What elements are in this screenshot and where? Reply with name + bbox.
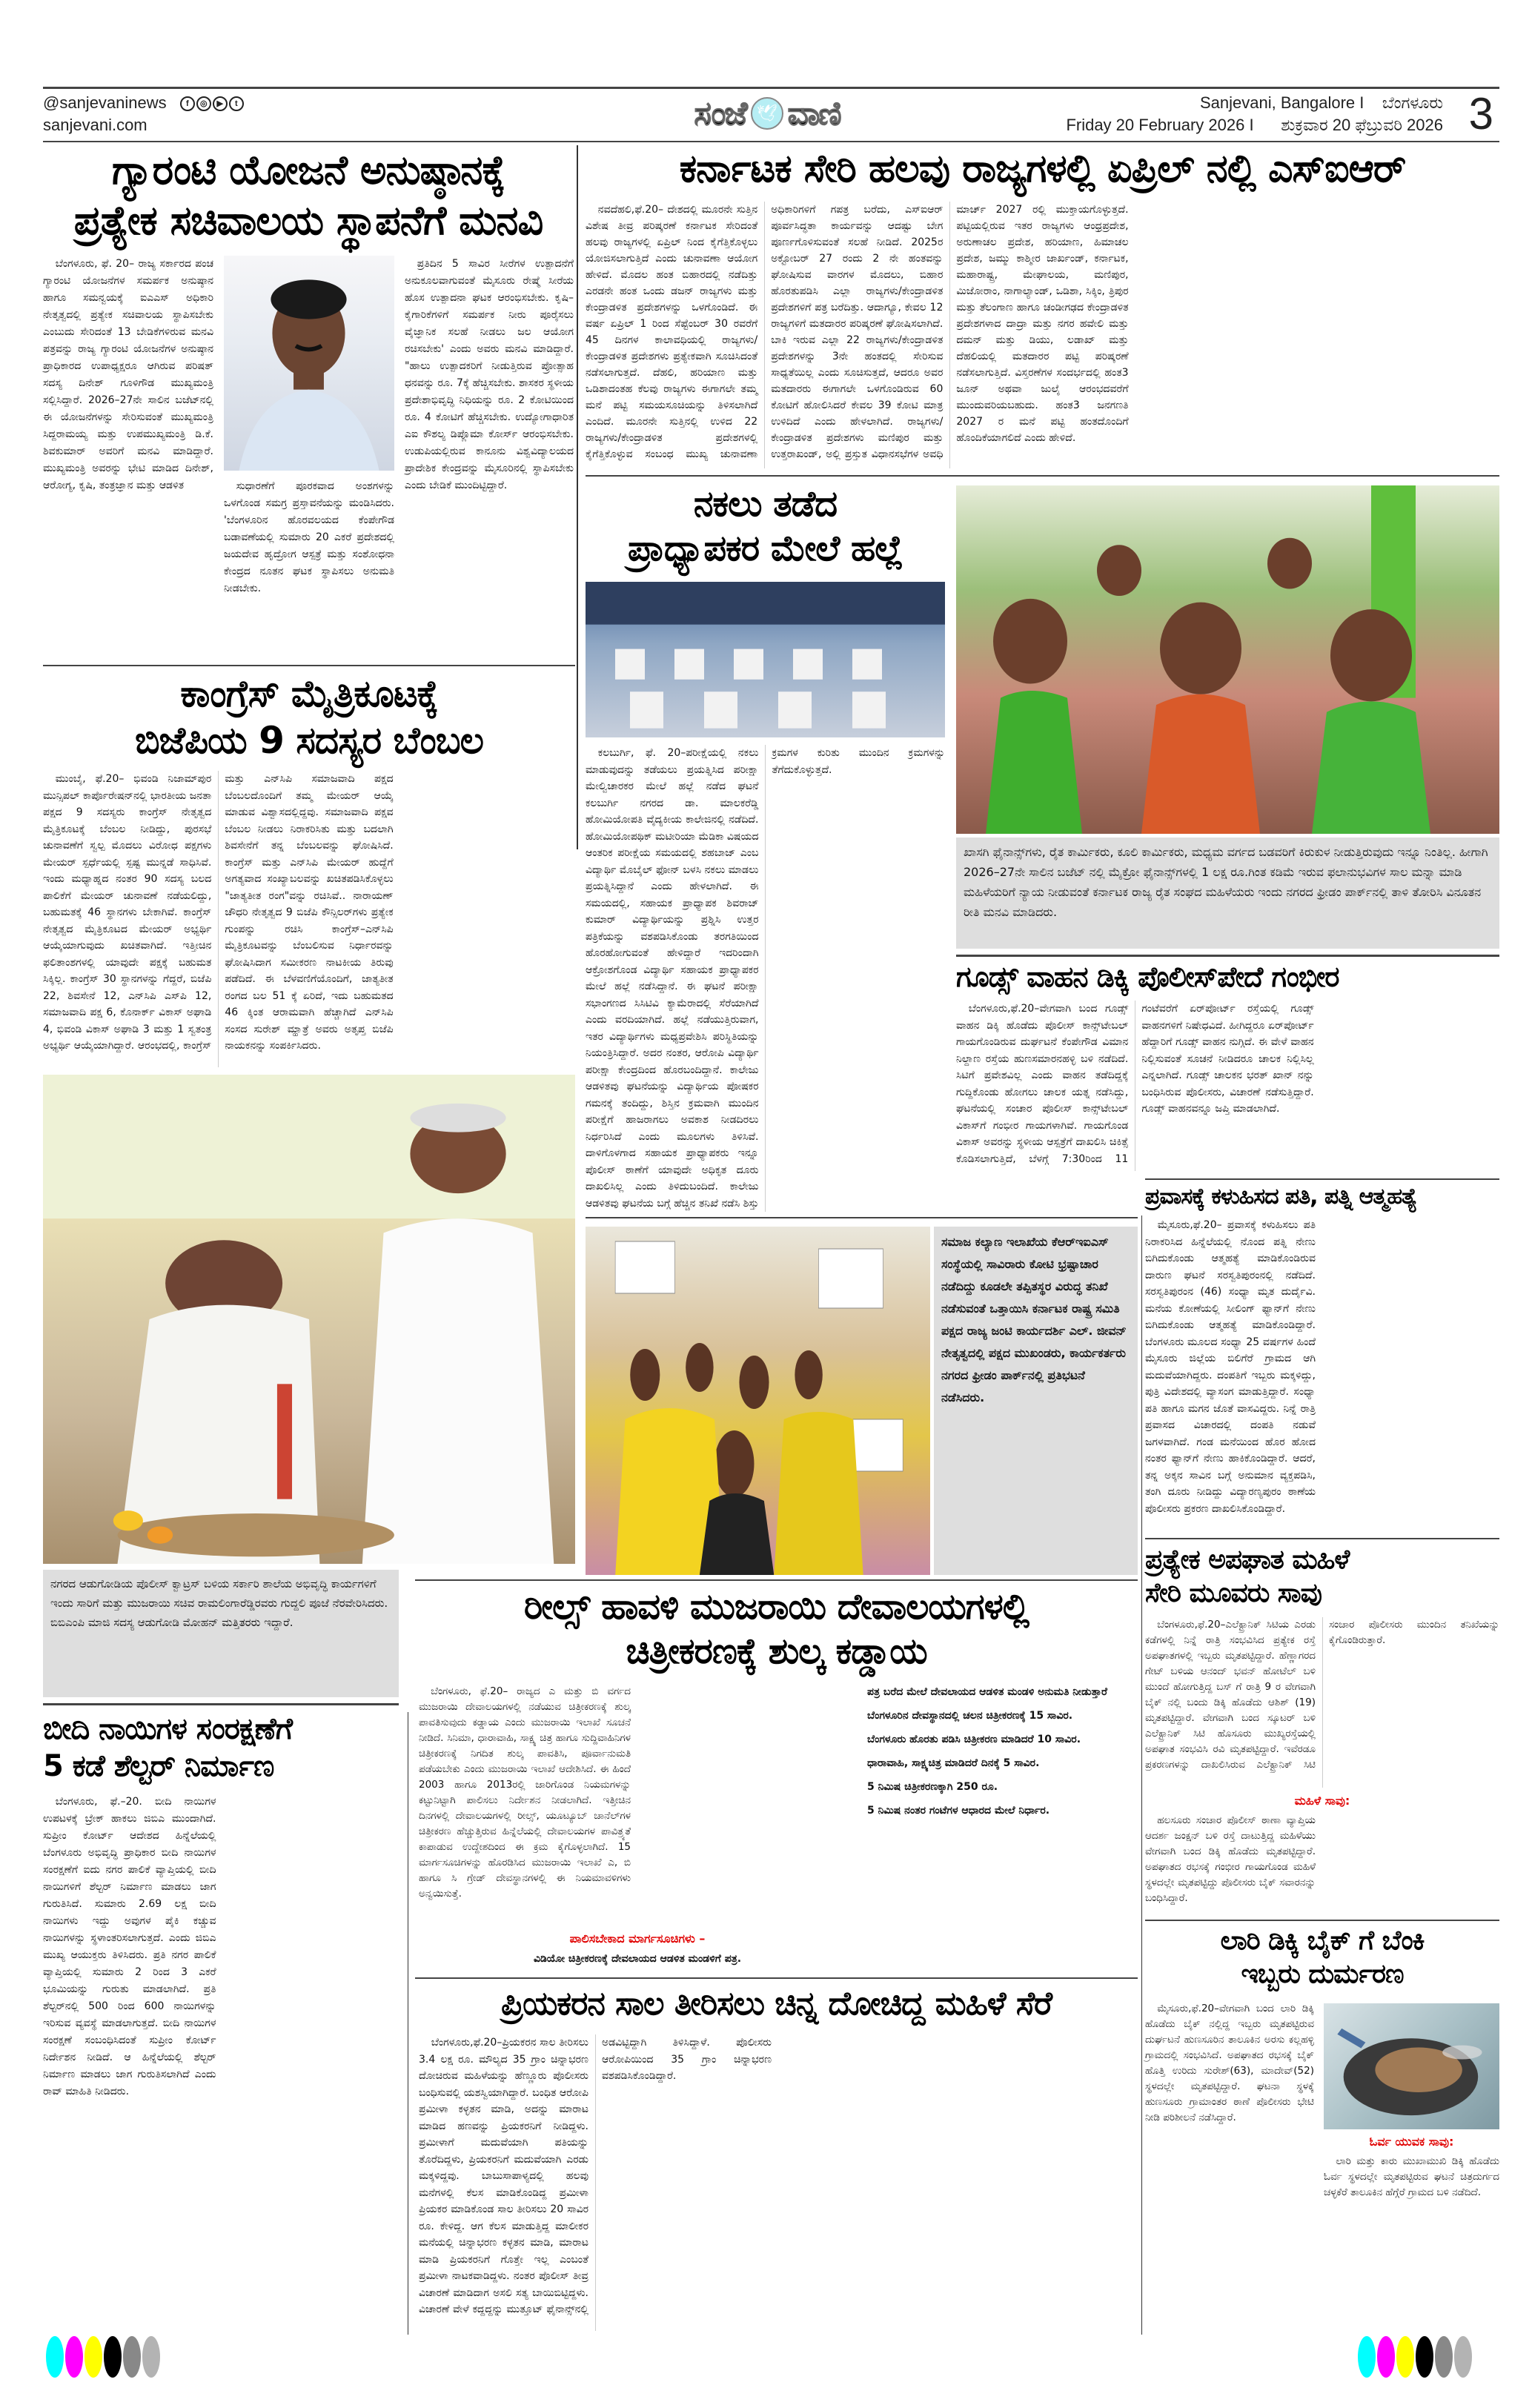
date-kn: ಶುಕ್ರವಾರ 20 ಫೆಬ್ರುವರಿ 2026 <box>1281 116 1443 134</box>
article-text: ಮೈಸೂರು,ಫೆ.20– ಪ್ರವಾಸಕ್ಕೆ ಕಳುಹಿಸಲು ಪತಿ ನಿರಾಕರಿಸಿದ ಹಿನ್ನೆಲೆಯಲ್ಲಿ ನೊಂದ ಪತ್ನಿ ನೇಣು ಬಿಗಿದುಕೊಂಡು ಆತ್ಮಹತ್ಯೆ ಮಾಡಿಕೊಂಡಿರುವ ದಾರುಣ ಘಟನೆ ಸರಸ್ವತಿಪುರಂನಲ್ಲಿ ನಡೆದಿದೆ. ಸರಸ್ವತಿಪುರಂನ (46) ಸಂಧ್ಯಾ ಮೃತ ದುರ್ದೈವಿ. ಮನೆಯ ಕೋಣೆಯಲ್ಲಿ ಸೀಲಿಂಗ್ ಫ್ಯಾನ್‌ಗೆ ನೇಣು ಬಿಗಿದುಕೊಂಡು ಆತ್ಮಹತ್ಯೆ ಮಾಡಿಕೊಂಡಿದ್ದಾರೆ. ಬೆಂಗಳೂರು ಮೂಲದ ಸಂಧ್ಯಾ 25 ವರ್ಷಗಳ ಹಿಂದೆ ಮೈಸೂರು ಜಿಲ್ಲೆಯ ಬಿಲಿಗೆರೆ ಗ್ರಾಮದ ಆಗಿ ಮದುವೆಯಾಗಿದ್ದರು. ದಂಪತಿಗೆ ಇಬ್ಬರು ಮಕ್ಕಳಿದ್ದು, ಪುತ್ರಿ ವಿದೇಶದಲ್ಲಿ ವ್ಯಾಸಂಗ ಮಾಡುತ್ತಿದ್ದಾರೆ. ಸಂಧ್ಯಾ ಪತಿ ಹಾಗೂ ಮಗನ ಜೊತೆ ವಾಸವಿದ್ದರು. ನಿನ್ನೆ ರಾತ್ರಿ ಪ್ರವಾಸದ ವಿಚಾರದಲ್ಲಿ ದಂಪತಿ ನಡುವೆ ಜಗಳವಾಗಿದೆ. ಗಂಡ ಮನೆಯಿಂದ ಹೊರ ಹೋದ ನಂತರ ಫ್ಯಾನ್‌ಗೆ ನೇಣು ಹಾಕಿಕೊಂಡಿದ್ದಾರೆ. ಆದರೆ, ತನ್ನ ಅಕ್ಕನ ಸಾವಿನ ಬಗ್ಗೆ ಅನುಮಾನ ವ್ಯಕ್ತಪಡಿಸಿ, ತಂಗಿ ದೂರು ನೀಡಿದ್ದು ವಿದ್ಯಾರಣ್ಯಪುರಂ ಠಾಣೆಯ ಪೊಲೀಸರು ಪ್ರಕರಣ ದಾಖಲಿಸಿಕೊಂಡಿದ್ದಾರೆ. <box>1145 1219 1316 1515</box>
headline-line: ಬಿಜೆಪಿಯ 9 ಸದಸ್ಯರ ಬೆಂಬಲ <box>134 718 484 762</box>
date-en: Friday 20 February 2026 I <box>1066 116 1254 134</box>
goods-body <box>956 1001 1499 1171</box>
gray-mark <box>1435 2336 1453 2378</box>
gold-body <box>419 2034 1138 2331</box>
headline-line: ಕಾಂಗ್ರೆಸ್ ಮೈತ್ರಿಕೂಟಕ್ಕೆ <box>180 672 438 715</box>
masthead-logo <box>671 87 863 139</box>
registration-marks-right <box>1358 2336 1472 2378</box>
article-text: ಬೆಂಗಳೂರು,ಫೆ.20–ಪ್ರಿಯಕರನ ಸಾಲ ತೀರಿಸಲು 3.4 ಲಕ್ಷ ರೂ. ಮೌಲ್ಯದ 35 ಗ್ರಾಂ ಚಿನ್ನಾಭರಣ ದೋಚಿರುವ ಮಹಿಳೆಯನ್ನು ಹೆಣ್ಣೂರು ಪೊಲೀಸರು ಬಂಧಿಸುವಲ್ಲಿ ಯಶಸ್ವಿಯಾಗಿದ್ದಾರೆ. ಬಂಧಿತ ಆರೋಪಿ ಪ್ರಮೀಳಾ ಕಳ್ಳತನ ಮಾಡಿ, ಅದನ್ನು ಮಾರಾಟ ಮಾಡಿದ ಹಣವನ್ನು ಪ್ರಿಯಕರನಿಗೆ ನೀಡಿದ್ದಳು. ಪ್ರಮೀಳಾಗೆ ಮದುವೆಯಾಗಿ ಪತಿಯನ್ನು ತೊರೆದಿದ್ದಳು, ಪ್ರಿಯಕರನಿಗೆ ಮದುವೆಯಾಗಿ ಎರಡು ಮಕ್ಕಳಿದ್ದವು. ಬಾಬುಸಾಪಾಳ್ಯದಲ್ಲಿ ಹಲವು ಮನೆಗಳಲ್ಲಿ ಕೆಲಸ ಮಾಡಿಕೊಂಡಿದ್ದ ಪ್ರಮೀಳಾ ಪ್ರಿಯಕರ ಮಾಡಿಕೊಂಡ ಸಾಲ ತೀರಿಸಲು 20 ಸಾವಿರ ರೂ. ಕೇಳಿದ್ದ. ಆಗ ಕೆಲಸ ಮಾಡುತ್ತಿದ್ದ ಮಾಲೀಕರ ಮನೆಯಲ್ಲಿ ಚಿನ್ನಾಭರಣ ಕಳ್ಳತನ ಮಾಡಿ, ಮಾರಾಟ ಮಾಡಿ ಪ್ರಿಯಕರನಿಗೆ ಗೊತ್ತೇ ಇಲ್ಲ ಎಂಬಂತೆ ಪ್ರಮೀಳಾ ನಾಟಕವಾಡಿದ್ದಳು. ನಂತರ ಪೊಲೀಸ್ ತೀವ್ರ ವಿಚಾರಣೆ ಮಾಡಿದಾಗ ಅಸಲಿ ಸತ್ಯ ಬಾಯಿಬಿಟ್ಟಿದ್ದಳು. ವಿಚಾರಣೆ ವೇಳೆ ಕದ್ದದ್ದನ್ನು ಮುತ್ತೂಟ್ ಫೈನಾನ್ಸ್‌ನಲ್ಲಿ ಅಡವಿಟ್ಟಿದ್ದಾಗಿ ತಿಳಿಸಿದ್ದಾಳೆ. ಪೊಲೀಸರು ಆರೋಪಿಯಿಂದ 35 ಗ್ರಾಂ ಚಿನ್ನಾಭರಣ ವಶಪಡಿಸಿಕೊಂಡಿದ್ದಾರೆ. <box>419 2037 772 2315</box>
portrait-photo <box>224 256 394 471</box>
yellow-mark <box>84 2336 102 2378</box>
headline-line: ಪ್ರಾಧ್ಯಾಪಕರ ಮೇಲೆ ಹಲ್ಲೆ <box>628 528 903 569</box>
social-icons <box>180 96 244 111</box>
article-text: ನವದೆಹಲಿ,ಫೆ.20– ದೇಶದಲ್ಲಿ ಮೂರನೇ ಸುತ್ತಿನ ವಿಶೇಷ ತೀವ್ರ ಪರಿಷ್ಕರಣೆ ಕರ್ನಾಟಕ ಸೇರಿದಂತೆ ಹಲವು ರಾಜ್ಯಗಳಲ್ಲಿ ಏಪ್ರಿಲ್ ನಿಂದ ಕೈಗೆತ್ತಿಕೊಳ್ಳಲು ಯೋಜಿಸಲಾಗುತ್ತಿದೆ ಎಂದು ಚುನಾವಣಾ ಆಯೋಗ ಹೇಳಿದೆ. ಮೊದಲ ಹಂತ ಬಿಹಾರದಲ್ಲಿ ನಡೆದಿತ್ತು ಎರಡನೇ ಹಂತ ಒಂದು ಡಜನ್ ರಾಜ್ಯಗಳು ಮತ್ತು ಕೇಂದ್ರಾಡಳಿತ ಪ್ರದೇಶಗಳನ್ನು ಒಳಗೊಂಡಿದೆ. ಈ ವರ್ಷ ಏಪ್ರಿಲ್ 1 ರಿಂದ ಸೆಪ್ಟೆಂಬರ್ 30 ರವರೆಗೆ 45 ದಿನಗಳ ಕಾಲಾವಧಿಯಲ್ಲಿ ರಾಜ್ಯಗಳು/ಕೇಂದ್ರಾಡಳಿತ ಪ್ರದೇಶಗಳು ಪ್ರತ್ಯೇಕವಾಗಿ ಸೂಚಿಸಿದಂತೆ ನಡೆಸಲಾಗುತ್ತದೆ. ದೆಹಲಿ, ಹರಿಯಾಣ ಮತ್ತು ಒಡಿಶಾದಂತಹ ಕೆಲವು ರಾಜ್ಯಗಳು ಈಗಾಗಲೇ ತಮ್ಮ ಮನೆ ಪಟ್ಟಿ ಸಮಯಸೂಚಿಯನ್ನು ತಿಳಿಸಲಾಗಿದೆ ಎಂದಿದೆ. ಮೂರನೇ ಸುತ್ತಿನಲ್ಲಿ ಉಳಿದ 22 ರಾಜ್ಯಗಳು/ಕೇಂದ್ರಾಡಳಿತ ಪ್ರದೇಶಗಳಲ್ಲಿ ಕೈಗೆತ್ತಿಕೊಳ್ಳುವ ಸಂಬಂಧ ಮುಖ್ಯ ಚುನಾವಣಾ ಅಧಿಕಾರಿಗಳಿಗೆ ಗಪತ್ರ ಬರೆದು, ಎಸ್‌ಐಆರ್ ಪೂರ್ವಸಿದ್ಧತಾ ಕಾರ್ಯವನ್ನು ಆದಷ್ಟು ಬೇಗ ಪೂರ್ಣಗೊಳಿಸುವಂತೆ ಸಲಹೆ ನೀಡಿದೆ. 2025ರ ಅಕ್ಟೋಬರ್ 27 ರಂದು 2 ನೇ ಹಂತವನ್ನು ಘೋಷಿಸುವ ವಾರಗಳ ಮೊದಲು, ಬಿಹಾರ ಹೊರತುಪಡಿಸಿ ಎಲ್ಲಾ ರಾಜ್ಯಗಳು/ಕೇಂದ್ರಾಡಳಿತ ಪ್ರದೇಶಗಳಿಗೆ ಪತ್ರ ಬರೆದಿತ್ತು. ಆದಾಗ್ಯೂ, ಕೇವಲ 12 ರಾಜ್ಯಗಳಿಗೆ ಮತದಾರರ ಪರಿಷ್ಕರಣೆ ಘೋಷಿಸಲಾಗಿದೆ. ಬಾಕಿ ಇರುವ ಎಲ್ಲಾ 22 ರಾಜ್ಯಗಳು/ಕೇಂದ್ರಾಡಳಿತ ಪ್ರದೇಶಗಳನ್ನು 3ನೇ ಹಂತದಲ್ಲಿ ಸೇರಿಸುವ ಸಾಧ್ಯತೆಯಿಲ್ಲ ಎಂದು ಸೂಚಿಸುತ್ತದೆ, ಆದರೂ ಅವರ ಮತದಾರರು ಈಗಾಗಲೇ ಒಳಗೊಂಡಿರುವ 60 ಕೋಟಿಗೆ ಹೋಲಿಸಿದರೆ ಕೇವಲ 39 ಕೋಟಿ ಮಾತ್ರ ಉಳಿದಿದೆ ಎಂದು ಹೇಳಲಾಗಿದೆ. ರಾಜ್ಯಗಳು/ಕೇಂದ್ರಾಡಳಿತ ಪ್ರದೇಶಗಳು ಮಣಿಪುರ ಮತ್ತು ಉತ್ತರಾಖಂಡ್, ಅಲ್ಲಿ ಪ್ರಸ್ತುತ ವಿಧಾನಸಭೆಗಳ ಅವಧಿ ಮಾರ್ಚ್ 2027 ರಲ್ಲಿ ಮುಕ್ತಾಯಗೊಳ್ಳುತ್ತದೆ. ಪಟ್ಟಿಯಲ್ಲಿರುವ ಇತರ ರಾಜ್ಯಗಳು ಆಂಧ್ರಪ್ರದೇಶ, ಅರುಣಾಚಲ ಪ್ರದೇಶ, ಹರಿಯಾಣ, ಹಿಮಾಚಲ ಪ್ರದೇಶ, ಜಮ್ಮು ಕಾಶ್ಮೀರ ಜಾರ್ಖಂಡ್, ಕರ್ನಾಟಕ, ಮಹಾರಾಷ್ಟ್ರ, ಮೇಘಾಲಯ, ಮಣಿಪುರ, ಮಿಜೋರಾಂ, ನಾಗಾಲ್ಯಾಂಡ್, ಒಡಿಶಾ, ಸಿಕ್ಕಿಂ, ತ್ರಿಪುರ ಮತ್ತು ತೆಲಂಗಾಣ ಹಾಗೂ ಚಂಡೀಗಢದ ಕೇಂದ್ರಾಡಳಿತ ಪ್ರದೇಶಗಳಾದ ದಾದ್ರಾ ಮತ್ತು ನಗರ ಹವೇಲಿ ಮತ್ತು ದಮನ್ ಮತ್ತು ಡಿಯು, ಲಡಾಖ್ ಮತ್ತು ದೆಹಲಿಯಲ್ಲಿ ಮತದಾರರ ಪಟ್ಟಿ ಪರಿಷ್ಕರಣೆ ನಡೆಸಲಾಗುತ್ತಿದೆ. ವಿಸ್ತರಣೆಗಳ ಸಂದರ್ಭದಲ್ಲಿ ಹಂತ3 ಜೂನ್ ಅಥವಾ ಜುಲೈ ಆರಂಭದವರೆಗೆ ಮುಂದುವರಿಯಬಹುದು. ಹಂತ3 ಜನಗಣತಿ 2027 ರ ಮನೆ ಪಟ್ಟಿ ಹಂತದೊಂದಿಗೆ ಹೊಂದಿಕೆಯಾಗಲಿದೆ ಎಂದು ಹೇಳಿದೆ. <box>586 204 1129 460</box>
guideline-item: ಬೆಂಗಳೂರು ಹೊರತು ಪಡಿಸಿ ಚಿತ್ರೀಕರಣ ಮಾಡಿದರೆ 10 ಸಾವಿರ. <box>867 1734 1081 1745</box>
guideline-item: ಬೆಂಗಳೂರಿನ ದೇವಸ್ಥಾನದಲ್ಲಿ ಚಲನ ಚಿತ್ರೀಕರಣಕ್ಕೆ 15 ಸಾವಿರ. <box>867 1710 1073 1722</box>
column-divider <box>577 145 578 849</box>
edition: Sanjevani, Bangalore I <box>1200 93 1364 112</box>
article-text: ಹಲಸೂರು ಸಂಚಾರ ಪೊಲೀಸ್ ಠಾಣಾ ವ್ಯಾಪ್ತಿಯ ಆದರ್ಶ ಜಂಕ್ಷನ್ ಬಳಿ ರಸ್ತೆ ದಾಟುತ್ತಿದ್ದ ಮಹಿಳೆಯು ವೇಗವಾಗಿ ಬಂದ ಡಿಕ್ಕಿ ಹೊಡೆದು ಮೃತಪಟ್ಟಿದ್ದಾರೆ. ಅಪಘಾತದ ರಭಸಕ್ಕೆ ಗಂಭೀರ ಗಾಯಗೊಂಡ ಮಹಿಳೆ ಸ್ಥಳದಲ್ಲೇ ಮೃತಪಟ್ಟಿದ್ದು ಪೊಲೀಸರು ಬೈಕ್ ಸವಾರನನ್ನು ಬಂಧಿಸಿದ್ದಾರೆ. <box>1145 1814 1316 1904</box>
lorry-headline <box>1145 1924 1499 1991</box>
lorry-body2 <box>1324 2154 1499 2200</box>
edition-kn: ಬೆಂಗಳೂರು <box>1382 93 1443 112</box>
gray-mark <box>123 2336 141 2378</box>
section-rule <box>586 475 1499 477</box>
minister-caption: ನಗರದ ಆಡುಗೋಡಿಯ ಪೊಲೀಸ್ ಕ್ವಾಟ್ರಸ್ ಬಳಿಯ ಸರ್ಕಾರಿ ಶಾಲೆಯ ಅಭಿವೃದ್ಧಿ ಕಾರ್ಯಗಳಿಗೆ ಇಂದು ಸಾರಿಗೆ ಮತ್ತು ಮುಜರಾಯಿ ಸಚಿವ ರಾಮಲಿಂಗಾರೆಡ್ಡಿರವರು ಗುದ್ದಲಿ ಪೂಜೆ ನೆರವೇರಿಸಿದರು. ಬಿಬಿಎಂಪಿ ಮಾಜಿ ಸದಸ್ಯ ಆಡುಗೋಡಿ ಮೋಹನ್ ಮತ್ತಿತರರು ಇದ್ದಾರೆ. <box>43 1570 399 1697</box>
section-rule <box>415 1579 1138 1581</box>
guideline-item: 5 ನಿಮಿಷ ನಂತರ ಗಂಟೆಗಳ ಆಧಾರದ ಮೇಲೆ ನಿರ್ಧಾರ. <box>867 1805 1050 1817</box>
section-rule <box>956 955 1499 957</box>
cctv-photo <box>586 582 945 737</box>
article-text: ಪ್ರತಿದಿನ 5 ಸಾವಿರ ಸೀರೆಗಳ ಉತ್ಪಾದನೆಗೆ ಅನುಕೂಲವಾಗುವಂತೆ ಮೈಸೂರು ರೇಷ್ಮೆ ಸೀರೆಯ ಹೊಸ ಉತ್ಪಾದನಾ ಘಟಕ ಆರಂಭಿಸಬೇಕು. ಕೃಷಿ–ಕೈಗಾರಿಕೆಗಳಿಗೆ ಸಮರ್ಪಕ ನೀರು ಪೂರೈಸಲು ವೈಜ್ಞಾನಿಕ ಸಲಹೆ ನೀಡಲು ಜಲ ಆಯೋಗ ರಚಿಸಬೇಕು' ಎಂದು ಅವರು ಮನವಿ ಮಾಡಿದ್ದಾರೆ. "ಹಾಲು ಉತ್ಪಾದಕರಿಗೆ ನೀಡುತ್ತಿರುವ ಪ್ರೋತ್ಸಾಹ ಧನವನ್ನು ರೂ. 7ಕ್ಕೆ ಹೆಚ್ಚಿಸಬೇಕು. ಶಾಸಕರ ಸ್ಥಳೀಯ ಪ್ರದೇಶಾಭಿವೃದ್ಧಿ ನಿಧಿಯನ್ನು ರೂ. 2 ಕೋಟಿಯಿಂದ ರೂ. 4 ಕೋಟಿಗೆ ಹೆಚ್ಚಿಸಬೇಕು. ಉದ್ಯೋಗಾಧಾರಿತ ಎಐ ಕೌಶಲ್ಯ ಡಿಪ್ಲೊಮಾ ಕೋರ್ಸ್ ಆರಂಭಿಸಬೇಕು. ಉಡುಪಿಯಲ್ಲಿರುವ ಕಾನೂನು ವಿಶ್ವವಿದ್ಯಾಲಯದ ಪ್ರಾದೇಶಿಕ ಕೇಂದ್ರವನ್ನು ಮೈಸೂರಿನಲ್ಲಿ ಸ್ಥಾಪಿಸಬೇಕು ಎಂದು ಬೇಡಿಕೆ ಮುಂದಿಟ್ಟಿದ್ದಾರೆ. <box>405 258 574 491</box>
krs-caption: ಸಮಾಜ ಕಲ್ಯಾಣ ಇಲಾಖೆಯ ಕೆಆರ್‌ಇಐಎಸ್ ಸಂಸ್ಥೆಯಲ್ಲಿ ಸಾವಿರಾರು ಕೋಟಿ ಭ್ರಷ್ಟಾಚಾರ ನಡೆದಿದ್ದು ಕೂಡಲೇ ತಪ್ಪಿತಸ್ಥರ ವಿರುದ್ಧ ತನಿಖೆ ನಡೆಸುವಂತೆ ಒತ್ತಾಯಿಸಿ ಕರ್ನಾಟಕ ರಾಷ್ಟ್ರ ಸಮಿತಿ ಪಕ್ಷದ ರಾಜ್ಯ ಜಂಟಿ ಕಾರ್ಯದರ್ಶಿ ಎಲ್. ಜೀವನ್ ನೇತೃತ್ವದಲ್ಲಿ ಪಕ್ಷದ ಮುಖಂಡರು, ಕಾರ್ಯಕರ್ತರು ನಗರದ ಫ್ರೀಡಂ ಪಾರ್ಕ್‌ನಲ್ಲಿ ಪ್ರತಿಭಟನೆ ನಡೆಸಿದರು. <box>934 1227 1138 1575</box>
minister-photo <box>43 1075 575 1564</box>
suicide-headline: ಪ್ರವಾಸಕ್ಕೆ ಕಳುಹಿಸದ ಪತಿ, ಪತ್ನಿ ಆತ್ಮಹತ್ಯೆ <box>1145 1184 1417 1210</box>
article-text: ಮೈಸೂರು,ಫೆ.20–ವೇಗವಾಗಿ ಬಂದ ಲಾರಿ ಡಿಕ್ಕಿ ಹೊಡೆದು ಬೈಕ್ ನಲ್ಲಿದ್ದ ಇಬ್ಬರು ಮೃತಪಟ್ಟಿರುವ ದುರ್ಘಟನೆ ಹುಣಸೂರಿನ ತಾಲೂಕಿನ ಅರಸು ಕಲ್ಲಹಳ್ಳಿ ಗ್ರಾಮದಲ್ಲಿ ಸಂಭವಿಸಿದೆ. ಅಪಘಾತದ ರಭಸಕ್ಕೆ ಬೈಕ್ ಹೊತ್ತಿ ಉರಿದು ಸುರೇಶ್(63), ಮಾದೇವ್(52) ಸ್ಥಳದಲ್ಲೇ ಮೃತಪಟ್ಟಿದ್ದಾರೆ. ಘಟನಾ ಸ್ಥಳಕ್ಕೆ ಹುಣಸೂರು ಗ್ರಾಮಾಂತರ ಠಾಣೆ ಪೊಲೀಸರು ಭೇಟಿ ನೀಡಿ ಪರಿಶೀಲನೆ ನಡೆಸಿದ್ದಾರೆ. <box>1145 2003 1314 2123</box>
article-text: ಬೆಂಗಳೂರು,ಫೆ.20–ಎಲೆಕ್ಟ್ರಾನಿಕ್ ಸಿಟಿಯ ಎರಡು ಕಡೆಗಳಲ್ಲಿ ನಿನ್ನೆ ರಾತ್ರಿ ಸಂಭವಿಸಿದ ಪ್ರತ್ಯೇಕ ರಸ್ತೆ ಅಪಘಾತಗಳಲ್ಲಿ ಇಬ್ಬರು ಮೃತಪಟ್ಟಿದ್ದಾರೆ. ಹೆಣ್ಣಾಗರದ ಗೇಟ್ ಬಳಿಯ ಆನಂದ್ ಭವನ್ ಹೋಟೆಲ್ ಬಳಿ ಮುಂದೆ ಹೋಗುತ್ತಿದ್ದ ಬಸ್ ಗೆ ರಾತ್ರಿ 9 ರ ವೇಗವಾಗಿ ಬೈಕ್ ನಲ್ಲಿ ಬಂದು ಡಿಕ್ಕಿ ಹೊಡೆದು ಆಶಿಶ್ (19) ಮೃತಪಟ್ಟಿದ್ದಾರೆ. ವೇಗವಾಗಿ ಬಂದ ಸ್ಕೂಟರ್ ಬಳಿ ಎಲೆಕ್ಟ್ರಾನಿಕ್ ಸಿಟಿ ಹೊಸೂರು ಮುಖ್ಯರಸ್ತೆಯಲ್ಲಿ ಅಪಘಾತ ಸಂಭವಿಸಿ ರವಿ ಮೃತಪಟ್ಟಿದ್ದಾರೆ. ಇವೆರಡೂ ಪ್ರಕರಣಗಳನ್ನು ದಾಖಲಿಸಿರುವ ಎಲೆಕ್ಟ್ರಾನಿಕ್ ಸಿಟಿ ಸಂಚಾರ ಪೊಲೀಸರು ಮುಂದಿನ ತನಿಖೆಯನ್ನು ಕೈಗೊಂಡಿರುತ್ತಾರೆ. <box>1145 1619 1499 1771</box>
guarantee-col2 <box>224 478 394 597</box>
column-divider <box>1141 1215 1142 2335</box>
finance-protest-photo <box>956 485 1499 834</box>
lightgray-mark <box>142 2336 160 2378</box>
guarantee-headline <box>43 145 574 245</box>
reels-headline <box>415 1585 1138 1674</box>
accident-headline <box>1145 1543 1499 1610</box>
protest-women-image <box>956 485 1499 834</box>
section-rule <box>1145 1538 1499 1539</box>
headline-line: ಪ್ರತ್ಯೇಕ ಸಚಿವಾಲಯ ಸ್ಥಾಪನೆಗೆ ಮನವಿ <box>73 196 543 244</box>
suicide-body <box>1145 1217 1499 1532</box>
youtube-icon[interactable]: ▶ <box>213 96 228 111</box>
twitter-icon[interactable]: t <box>229 96 244 111</box>
article-text: ಬೆಂಗಳೂರು,ಫೆ.20–ವೇಗವಾಗಿ ಬಂದ ಗೂಡ್ಸ್ ವಾಹನ ಡಿಕ್ಕಿ ಹೊಡೆದು ಪೊಲೀಸ್ ಕಾನ್ಸ್‌ಟೇಬಲ್ ಗಾಯಗೊಂಡಿರುವ ದುರ್ಘಟನೆ ಕೆಂಪೇಗೌಡ ವಿಮಾನ ನಿಲ್ದಾಣ ರಸ್ತೆಯ ಹುಣಸಮಾರನಹಳ್ಳಿ ಬಳಿ ನಡೆದಿದೆ. ಸಿಟಿಗೆ ಪ್ರವೇಶವಿಲ್ಲ ಎಂದು ವಾಹನ ತಡೆದಿದ್ದಕ್ಕೆ ಗುದ್ದಿಕೊಂಡು ಹೋಗಲು ಚಾಲಕ ಯತ್ನ ನಡೆಸಿದ್ದು, ಘಟನೆಯಲ್ಲಿ ಸಂಚಾರ ಪೊಲೀಸ್ ಕಾನ್ಸ್‌ಟೇಬಲ್ ವಿಕಾಸ್‌ಗೆ ಗಂಭೀರ ಗಾಯಗಳಾಗಿವೆ. ಗಾಯಗೊಂಡ ವಿಕಾಸ್ ಅವರನ್ನು ಸ್ಥಳೀಯ ಆಸ್ಪತ್ರೆಗೆ ದಾಖಲಿಸಿ ಚಿಕಿತ್ಸೆ ಕೊಡಿಸಲಾಗುತ್ತಿದೆ, ಬೆಳಗ್ಗೆ 7:30ರಿಂದ 11 ಗಂಟೆವರೆಗೆ ಏರ್‌ಪೋರ್ಟ್ ರಸ್ತೆಯಲ್ಲಿ ಗೂಡ್ಸ್ ವಾಹನಗಳಿಗೆ ನಿಷೇಧವಿದೆ. ಹೀಗಿದ್ದರೂ ಏರ್‌ಪೋರ್ಟ್ ಹೆದ್ದಾರಿಗೆ ಗೂಡ್ಸ್ ವಾಹನ ನುಗ್ಗಿದೆ. ಈ ವೇಳೆ ವಾಹನ ನಿಲ್ಲಿಸುವಂತೆ ಸೂಚನೆ ನೀಡಿದರೂ ಚಾಲಕ ನಿಲ್ಲಿಸಿಲ್ಲ ಎನ್ನಲಾಗಿದೆ. ಗೂಡ್ಸ್ ಚಾಲಕನ ಭರತ್ ಖಾನ್ ನನ್ನು ಬಂಧಿಸಿರುವ ಪೊಲೀಸರು, ವಿಚಾರಣೆ ನಡೆಸುತ್ತಿದ್ದಾರೆ. ಗೂಡ್ಸ್ ವಾಹನವನ್ನೂ ಜಪ್ತಿ ಮಾಡಲಾಗಿದೆ. <box>956 1003 1314 1165</box>
cyan-mark <box>1358 2336 1376 2378</box>
krs-protest-photo <box>586 1227 930 1575</box>
burnt-bike-image <box>1324 2003 1499 2129</box>
copying-headline <box>586 482 945 571</box>
guideline-item: 5 ನಿಮಿಷ ಚಿತ್ರೀಕರಣಕ್ಕಾಗಿ 250 ರೂ. <box>867 1781 998 1793</box>
reels-body <box>419 1684 856 1928</box>
section-rule <box>1145 1178 1499 1180</box>
congress-headline <box>43 671 575 763</box>
gold-headline: ಪ್ರಿಯಕರನ ಸಾಲ ತೀರಿಸಲು ಚಿನ್ನ ದೋಚಿದ್ದ ಮಹಿಳೆ ಸೆರೆ <box>501 1985 1052 2023</box>
header-bottom-rule <box>43 141 1499 142</box>
cyan-mark <box>46 2336 64 2378</box>
black-mark <box>104 2336 122 2378</box>
headline-line: ಪ್ರತ್ಯೇಕ ಅಪಘಾತ ಮಹಿಳೆ <box>1145 1545 1350 1575</box>
burnt-bike-photo <box>1324 2003 1499 2129</box>
article-text: ಲಾರಿ ಮತ್ತು ಕಾರು ಮುಖಾಮುಖಿ ಡಿಕ್ಕಿ ಹೊಡೆದು ಓರ್ವ ಸ್ಥಳದಲ್ಲೇ ಮೃತಪಟ್ಟಿರುವ ಘಟನೆ ಚಿತ್ರದುರ್ಗದ ಚಳ್ಳಕೆರೆ ತಾಲೂಕಿನ ಹೆಗ್ಗೆರೆ ಗ್ರಾಮದ ಬಳಿ ನಡೆದಿದೆ. <box>1324 2155 1499 2198</box>
black-mark <box>1416 2336 1433 2378</box>
portrait-image <box>224 256 394 471</box>
yellow-mark <box>1396 2336 1414 2378</box>
dogs-body <box>43 1794 402 2327</box>
lorry-subhead: ಓರ್ವ ಯುವಕ ಸಾವು: <box>1369 2135 1454 2149</box>
headline-line: ನಕಲು ತಡೆದ <box>693 483 838 525</box>
headline-line: ಚಿತ್ರೀಕರಣಕ್ಕೆ ಶುಲ್ಕ ಕಡ್ಡಾಯ <box>626 1631 927 1672</box>
logo-text-left: ಸಂಜೆ <box>694 94 746 133</box>
headline-line: ಗ್ಯಾರಂಟಿ ಯೋಜನೆ ಅನುಷ್ಠಾನಕ್ಕೆ <box>111 147 505 193</box>
krs-protest-image <box>586 1227 930 1575</box>
article-text: ಮುಂಬೈ, ಫೆ.20– ಭಿವಂಡಿ ನಿಜಾಮ್‌ಪುರ ಮುನ್ಸಿಪಲ್ ಕಾರ್ಪೊರೇಷನ್‌ನಲ್ಲಿ ಭಾರತೀಯ ಜನತಾ ಪಕ್ಷದ 9 ಸದಸ್ಯರು ಕಾಂಗ್ರೆಸ್ ನೇತೃತ್ವದ ಮೈತ್ರಿಕೂಟಕ್ಕೆ ಬೆಂಬಲ ನೀಡಿದ್ದು, ಪುರಸಭೆ ಚುನಾವಣೆಗೆ ಸ್ವಲ್ಪ ಮೊದಲು ವಿರೋಧ ಪಕ್ಷಗಳು ಮೇಯರ್ ಸ್ಪರ್ಧೆಯಲ್ಲಿ ಸ್ಪಷ್ಟ ಮುನ್ನಡೆ ಸಾಧಿಸಿವೆ. ಇಂದು ಮಧ್ಯಾಹ್ನದ ನಂತರ 90 ಸದಸ್ಯ ಬಲದ ಪಾಲಿಕೆಗೆ ಮೇಯರ್ ಚುನಾವಣೆ ನಡೆಯಲಿದ್ದು, ಬಹುಮತಕ್ಕೆ 46 ಸ್ಥಾನಗಳು ಬೇಕಾಗಿವೆ. ಕಾಂಗ್ರೆಸ್ ನೇತೃತ್ವದ ಮೈತ್ರಿಕೂಟದ ಮೇಯರ್ ಅಭ್ಯರ್ಥಿ ಆಯ್ಕೆಯಾಗುವುದು ಖಚಿತವಾಗಿದೆ. ಇತ್ತೀಚಿನ ಫಲಿತಾಂಶಗಳಲ್ಲಿ ಯಾವುದೇ ಪಕ್ಷಕ್ಕೆ ಬಹುಮತ ಸಿಕ್ಕಿಲ್ಲ. ಕಾಂಗ್ರೆಸ್ 30 ಸ್ಥಾನಗಳನ್ನು ಗೆದ್ದರೆ, ಬಿಜೆಪಿ 22, ಶಿವಸೇನೆ 12, ಎನ್‌ಸಿಪಿ ಎಸ್‌ಪಿ 12, ಸಮಾಜವಾದಿ ಪಕ್ಷ 6, ಕೊನಾರ್ಕ್ ವಿಕಾಸ್ ಅಘಾಡಿ 4, ಭಿವಂಡಿ ವಿಕಾಸ್ ಅಘಾಡಿ 3 ಮತ್ತು 1 ಸ್ವತಂತ್ರ ಅಭ್ಯರ್ಥಿ ಆಯ್ಕೆಯಾಗಿದ್ದಾರೆ. ಆರಂಭದಲ್ಲಿ, ಕಾಂಗ್ರೆಸ್ ಮತ್ತು ಎನ್‌ಸಿಪಿ ಸಮಾಜವಾದಿ ಪಕ್ಷದ ಬೆಂಬಲದೊಂದಿಗೆ ತಮ್ಮ ಮೇಯರ್ ಆಯ್ಕೆ ಮಾಡುವ ವಿಶ್ವಾಸದಲ್ಲಿದ್ದವು. ಸಮಾಜವಾದಿ ಪಕ್ಷವ ಬೆಂಬಲ ನೀಡಲು ನಿರಾಕರಿಸಿತು ಮತ್ತು ಬದಲಾಗಿ ಶಿವಸೇನೆಗೆ ತನ್ನ ಬೆಂಬಲವನ್ನು ಘೋಷಿಸಿದೆ. ಕಾಂಗ್ರೆಸ್ ಮತ್ತು ಎನ್‌ಸಿಪಿ ಮೇಯರ್ ಹುದ್ದೆಗೆ ಅಗತ್ಯವಾದ ಸಂಖ್ಯಾಬಲವನ್ನು ಖಚಿತಪಡಿಸಿಕೊಳ್ಳಲು "ಜಾತ್ಯತೀತ ರಂಗ"ವನ್ನು ರಚಿಸಿವೆ.. ನಾರಾಯಣ್ ಚೌಧರಿ ನೇತೃತ್ವದ 9 ಬಿಜೆಪಿ ಕೌನ್ಸಿಲರ್‌ಗಳು ಪ್ರತ್ಯೇಕ ಗುಂಪನ್ನು ರಚಿಸಿ ಕಾಂಗ್ರೆಸ್–ಎನ್‌ಸಿಪಿ ಮೈತ್ರಿಕೂಟವನ್ನು ಬೆಂಬಲಿಸುವ ನಿರ್ಧಾರವನ್ನು ಘೋಷಿಸಿದಾಗ ಸಮೀಕರಣ ನಾಟಕೀಯ ತಿರುವು ಪಡೆದಿದೆ. ಈ ಬೆಳವಣಿಗೆಯೊಂದಿಗೆ, ಜಾತ್ಯತೀತ ರಂಗದ ಬಲ 51 ಕ್ಕೆ ಏರಿದೆ, ಇದು ಬಹುಮತದ 46 ಕ್ಕಿಂತ ಆರಾಮವಾಗಿ ಹೆಚ್ಚಾಗಿದೆ ಎನ್‌ಸಿಪಿ ಸಂಸದ ಸುರೇಶ್ ಮ್ಹಾತ್ರೆ ಅವರು ಅತೃಪ್ತ ಬಿಜೆಪಿ ನಾಯಕನನ್ನು ಸಂಪರ್ಕಿಸಿದರು. <box>43 773 394 1052</box>
article-text: ಸುಧಾರಣೆಗೆ ಪೂರಕವಾದ ಅಂಶಗಳನ್ನು ಒಳಗೊಂಡ ಸಮಗ್ರ ಪ್ರಸ್ತಾವನೆಯನ್ನು ಮಂಡಿಸಿದರು. 'ಬೆಂಗಳೂರಿನ ಹೊರವಲಯದ ಕೆಂಪೇಗೌಡ ಬಡಾವಣೆಯಲ್ಲಿ ಸುಮಾರು 20 ಎಕರೆ ಪ್ರದೇಶದಲ್ಲಿ ಜಯದೇವ ಹೃದ್ರೋಗ ಆಸ್ಪತ್ರೆ ಮತ್ತು ಸಂಶೋಧನಾ ಕೇಂದ್ರದ ನೂತನ ಘಟಕ ಸ್ಥಾಪಿಸಲು ಅನುಮತಿ ನೀಡಬೇಕು. <box>224 480 394 594</box>
dove-icon: 🕊 <box>751 97 783 130</box>
social-handle[interactable]: @sanjevaninews <box>43 93 167 112</box>
sir-headline: ಕರ್ನಾಟಕ ಸೇರಿ ಹಲವು ರಾಜ್ಯಗಳಲ್ಲಿ ಏಪ್ರಿಲ್ ನಲ್ಲಿ ಎಸ್‌ಐಆರ್ <box>679 147 1406 191</box>
registration-marks-left <box>46 2336 160 2378</box>
copying-body <box>586 745 945 1212</box>
article-text: ಬೆಂಗಳೂರು, ಫೆ.–20. ಬೀದಿ ನಾಯಿಗಳ ಉಪಟಳಕ್ಕೆ ಬ್ರೇಕ್ ಹಾಕಲು ಜಿಬಿಎ ಮುಂದಾಗಿದೆ. ಸುಪ್ರೀಂ ಕೋರ್ಟ್ ಆದೇಶದ ಹಿನ್ನೆಲೆಯಲ್ಲಿ ಬೆಂಗಳೂರು ಅಭಿವೃದ್ಧಿ ಪ್ರಾಧಿಕಾರ ಬೀದಿ ನಾಯಿಗಳ ಸಂರಕ್ಷಣೆಗೆ ಐದು ನಗರ ಪಾಲಿಕೆ ವ್ಯಾಪ್ತಿಯಲ್ಲಿ ಬೀದಿ ನಾಯಿಗಳಿಗೆ ಶೆಲ್ಟರ್ ನಿರ್ಮಾಣ ಮಾಡಲು ಜಾಗ ಗುರುತಿಸಿದೆ. ಸುಮಾರು 2.69 ಲಕ್ಷ ಬೀದಿ ನಾಯಿಗಳು ಇದ್ದು ಅವುಗಳ ಪೈಕಿ ಕಚ್ಚುವ ನಾಯಿಗಳನ್ನು ಸ್ಥಳಾಂತರಿಸಲಾಗುತ್ತದೆ. ಎಂದು ಜಿಬಿಎ ಮುಖ್ಯ ಆಯುಕ್ತರು ತಿಳಿಸಿದರು. ಪ್ರತಿ ನಗರ ಪಾಲಿಕೆ ವ್ಯಾಪ್ತಿಯಲ್ಲಿ ಸುಮಾರು 2 ರಿಂದ 3 ಎಕರೆ ಭೂಮಿಯನ್ನು ಗುರುತು ಮಾಡಲಾಗಿದೆ. ಪ್ರತಿ ಶೆಲ್ಟರ್‌ನಲ್ಲಿ 500 ರಿಂದ 600 ನಾಯಿಗಳನ್ನು ಇರಿಸುವ ವ್ಯವಸ್ಥೆ ಮಾಡಲಾಗುತ್ತದೆ. ಬೀದಿ ನಾಯಿಗಳ ಸಂರಕ್ಷಣೆ ಸಂಬಂಧಿಸಿದಂತೆ ಸುಪ್ರೀಂ ಕೋರ್ಟ್ ನಿರ್ದೇಶನ ನೀಡಿದೆ. ಆ ಹಿನ್ನೆಲೆಯಲ್ಲಿ ಶೆಲ್ಟರ್ ನಿರ್ಮಾಣ ಮಾಡಲು ಜಾಗ ಗುರುತಿಸಲಾಗಿದೆ ಎಂದು ರಾವ್ ಮಾಹಿತಿ ನೀಡಿದರು. <box>43 1796 216 2097</box>
guidelines-list <box>867 1684 1138 1819</box>
lorry-body <box>1145 2001 1314 2126</box>
article-text: ಬೆಂಗಳೂರು, ಫೆ.20– ರಾಜ್ಯದ ಎ ಮತ್ತು ಬಿ ವರ್ಗದ ಮುಜರಾಯಿ ದೇವಾಲಯಗಳಲ್ಲಿ ನಡೆಯುವ ಚಿತ್ರೀಕರಣಕ್ಕೆ ಶುಲ್ಕ ಪಾವತಿಸುವುದು ಕಡ್ಡಾಯ ಎಂದು ಮುಜರಾಯಿ ಇಲಾಖೆ ಸೂಚನೆ ನೀಡಿದೆ. ಸಿನಿಮಾ, ಧಾರಾವಾಹಿ, ಸಾಕ್ಷ್ಯ ಚಿತ್ರ ಹಾಗೂ ಸುದ್ದಿವಾಹಿನಿಗಳ ಚಿತ್ರೀಕರಣಕ್ಕೆ ನಿಗದಿತ ಶುಲ್ಕ ಪಾವತಿಸಿ, ಪೂರ್ವಾನುಮತಿ ಪಡೆಯಬೇಕು ಎಂದು ಮುಜರಾಯಿ ಇಲಾಖೆ ಆದೇಶಿಸಿದೆ. ಈ ಹಿಂದೆ 2003 ಹಾಗೂ 2013ರಲ್ಲಿ ಜಾರಿಗೊಂಡ ನಿಯಮಗಳನ್ನು ಕಟ್ಟುನಿಟ್ಟಾಗಿ ಪಾಲಿಸಲು ನಿರ್ದೇಶನ ನೀಡಲಾಗಿದೆ. ಇತ್ತೀಚಿನ ದಿನಗಳಲ್ಲಿ ದೇವಾಲಯಗಳಲ್ಲಿ ರೀಲ್ಸ್, ಯೂಟ್ಯೂಬ್ ಚಾನೆಲ್‌ಗಳ ಚಿತ್ರೀಕರಣ ಹೆಚ್ಚುತ್ತಿರುವ ಹಿನ್ನೆಲೆಯಲ್ಲಿ ದೇವಾಲಯಗಳ ಪಾವಿತ್ರ್ಯತೆ ಕಾಪಾಡುವ ಉದ್ದೇಶದಿಂದ ಈ ಕ್ರಮ ಕೈಗೊಳ್ಳಲಾಗಿದೆ. 15 ಮಾರ್ಗಸೂಚಿಗಳನ್ನು ಹೊರಡಿಸಿದ ಮುಜರಾಯಿ ಇಲಾಖೆ ಎ, ಬಿ ಹಾಗೂ ಸಿ ಗ್ರೇಡ್ ದೇವಸ್ಥಾನಗಳಲ್ಲಿ ಈ ನಿಯಮಾವಳಿಗಳು ಅನ್ವಯಿಸುತ್ತೆ. <box>419 1685 631 1900</box>
finance-caption: ಖಾಸಗಿ ಫೈನಾನ್ಸ್‌ಗಳು, ರೈತ ಕಾರ್ಮಿಕರು, ಕೂಲಿ ಕಾರ್ಮಿಕರು, ಮಧ್ಯಮ ವರ್ಗದ ಬಡವರಿಗೆ ಕಿರುಕುಳ ನೀಡುತ್ತಿರುವುದು ಇನ್ನೂ ನಿಂತಿಲ್ಲ. ಹೀಗಾಗಿ 2026–27ನೇ ಸಾಲಿನ ಬಜೆಟ್ ನಲ್ಲಿ ಮೈಕ್ರೋ ಫೈನಾನ್ಸ್‌ಗಳಲ್ಲಿ 1 ಲಕ್ಷ ರೂ.ಗಿಂತ ಕಡಿಮೆ ಇರುವ ಫಲಾನುಭವಿಗಳ ಸಾಲ ಮನ್ನಾ ಮಾಡಿ ಮಹಿಳೆಯರಿಗೆ ನ್ಯಾಯ ನೀಡುವಂತೆ ಕರ್ನಾಟಕ ರಾಜ್ಯ ರೈತ ಸಂಘದ ಮಹಿಳೆಯರು ಇಂದು ನಗರದ ಫ್ರೀಡಂ ಪಾರ್ಕ್‌ನಲ್ಲಿ ತಾಳಿ ತೋರಿಸಿ ವಿನೂತನ ರೀತಿ ಮನವಿ ಮಾಡಿದರು. <box>956 838 1499 949</box>
guidelines-intro: ವಿಡಿಯೋ ಚಿತ್ರೀಕರಣಕ್ಕೆ ದೇವಲಾಯದ ಆಡಳಿತ ಮಂಡಳಿಗೆ ಪತ್ರ. <box>533 1953 742 1965</box>
header-right <box>1066 92 1443 136</box>
guideline-item: ಧಾರಾವಾಹಿ, ಸಾಕ್ಷ್ಯಚಿತ್ರ ಮಾಡಿದರೆ ದಿನಕ್ಕೆ 5 ಸಾವಿರ. <box>867 1757 1040 1769</box>
guarantee-col3 <box>405 256 574 494</box>
page-number: 3 <box>1468 89 1493 139</box>
headline-line: ಲಾರಿ ಡಿಕ್ಕಿ ಬೈಕ್ ಗೆ ಬೆಂಕಿ <box>1220 1926 1425 1956</box>
headline-line: 5 ಕಡೆ ಶೆಲ್ಟರ್ ನಿರ್ಮಾಣ <box>43 1749 274 1783</box>
congress-body <box>43 771 575 1067</box>
accident-body2 <box>1145 1813 1499 1909</box>
header-left <box>43 92 244 136</box>
section-rule <box>1145 1920 1499 1921</box>
dogs-headline <box>43 1711 402 1785</box>
guidelines-label: ಪಾಲಿಸಬೇಕಾದ ಮಾರ್ಗಸೂಚಿಗಳು – <box>569 1931 706 1946</box>
headline-line: ಇಬ್ಬರು ದುರ್ಮರಣ <box>1241 1959 1404 1989</box>
magenta-mark <box>65 2336 83 2378</box>
facebook-icon[interactable]: f <box>180 96 195 111</box>
headline-line: ಸೇರಿ ಮೂವರು ಸಾವು <box>1145 1578 1322 1608</box>
sir-body <box>586 202 1499 468</box>
section-rule <box>415 1977 1138 1979</box>
instagram-icon[interactable]: ◎ <box>196 96 211 111</box>
website-link[interactable]: sanjevani.com <box>43 116 147 134</box>
logo-text-right: ವಾಣಿ <box>787 94 840 133</box>
goods-headline: ಗೂಡ್ಸ್ ವಾಹನ ಡಿಕ್ಕಿ ಪೊಲೀಸ್‌ಪೇದೆ ಗಂಭೀರ <box>956 961 1339 993</box>
guarantee-col1 <box>43 256 213 494</box>
article-text: ಬೆಂಗಳೂರು, ಫೆ. 20– ರಾಜ್ಯ ಸರ್ಕಾರದ ಪಂಚ ಗ್ಯಾರಂಟಿ ಯೋಜನೆಗಳ ಸಮರ್ಪಕ ಅನುಷ್ಠಾನ ಹಾಗೂ ಸಮನ್ವಯಕ್ಕೆ ಐಎಎಸ್ ಅಧಿಕಾರಿ ನೇತೃತ್ವದಲ್ಲಿ ಪ್ರತ್ಯೇಕ ಸಚಿವಾಲಯ ಸ್ಥಾಪಿಸಬೇಕು ಎಂಬುದು ಸೇರಿದಂತೆ 13 ಬೇಡಿಕೆಗಳಿರುವ ಮನವಿ ಪತ್ರವನ್ನು ರಾಜ್ಯ ಗ್ಯಾರಂಟಿ ಯೋಜನೆಗಳ ಅನುಷ್ಠಾನ ಪ್ರಾಧಿಕಾರದ ಉಪಾಧ್ಯಕ್ಷರೂ ಆಗಿರುವ ಪರಿಷತ್ ಸದಸ್ಯ ದಿನೇಶ್ ಗೂಳಿಗೌಡ ಮುಖ್ಯಮಂತ್ರಿ ಸಲ್ಲಿಸಿದ್ದಾರೆ. 2026–27ನೇ ಸಾಲಿನ ಬಜೆಟ್‌ನಲ್ಲಿ ಈ ಯೋಜನೆಗಳನ್ನು ಸೇರಿಸುವಂತೆ ಮುಖ್ಯಮಂತ್ರಿ ಸಿದ್ದರಾಮಯ್ಯ ಮತ್ತು ಉಪಮುಖ್ಯಮಂತ್ರಿ ಡಿ.ಕೆ. ಶಿವಕುಮಾರ್ ಅವರಿಗೆ ಮನವಿ ಮಾಡಿದ್ದಾರೆ. ಮುಖ್ಯಮಂತ್ರಿ ಅವರನ್ನು ಭೇಟಿ ಮಾಡಿದ ದಿನೇಶ್, ಆರೋಗ್ಯ, ಕೃಷಿ, ತಂತ್ರಜ್ಞಾನ ಮತ್ತು ಆಡಳಿತ <box>43 258 213 491</box>
accident-body <box>1145 1617 1499 1788</box>
section-rule <box>43 1703 399 1705</box>
guideline-item: ಪತ್ರ ಬರೆದ ಮೇಲೆ ದೇವಲಾಯದ ಆಡಳಿತ ಮಂಡಳಿ ಅನುಮತಿ ನೀಡುತ್ತಾರೆ <box>867 1686 1107 1698</box>
article-text: ಕಲಬುರ್ಗಿ, ಫೆ. 20–ಪರೀಕ್ಷೆಯಲ್ಲಿ ನಕಲು ಮಾಡುವುದನ್ನು ತಡೆಯಲು ಪ್ರಯತ್ನಿಸಿದ ಪರೀಕ್ಷಾ ಮೇಲ್ವಿಚಾರಕರ ಮೇಲೆ ಹಲ್ಲೆ ನಡೆದ ಘಟನೆ ಕಲಬುರ್ಗಿ ನಗರದ ಡಾ. ಮಾಲಕರೆಡ್ಡಿ ಹೋಮಿಯೋಪತಿ ವೈದ್ಯಕೀಯ ಕಾಲೇಜಿನಲ್ಲಿ ನಡೆದಿದೆ. ಹೋಮಿಯೋಪಥಿಕ್ ಮಟೀರಿಯಾ ಮೆಡಿಕಾ ವಿಷಯದ ಆಂತರಿಕ ಪರೀಕ್ಷೆಯ ಸಮಯದಲ್ಲಿ ಶಹಬಾಜ್ ಎಂಬ ವಿದ್ಯಾರ್ಥಿ ಮೊಬೈಲ್ ಫೋನ್ ಬಳಸಿ ನಕಲು ಮಾಡಲು ಪ್ರಯತ್ನಿಸಿದ್ದಾನೆ ಎಂದು ಹೇಳಲಾಗಿದೆ. ಈ ಸಮಯದಲ್ಲಿ, ಸಹಾಯಕ ಪ್ರಾಧ್ಯಾಪಕ ಶಿವರಾಜ್ ಕುಮಾರ್ ವಿದ್ಯಾರ್ಥಿಯನ್ನು ಪ್ರಶ್ನಿಸಿ ಉತ್ತರ ಪತ್ರಿಕೆಯನ್ನು ವಶಪಡಿಸಿಕೊಂಡು ತರಗತಿಯಿಂದ ಹೊರಹೋಗುವಂತೆ ಹೇಳಿದ್ದಾರೆ ಇದರಿಂದಾಗಿ ಆಕ್ರೋಶಗೊಂಡ ವಿದ್ಯಾರ್ಥಿ ಸಹಾಯಕ ಪ್ರಾಧ್ಯಾಪಕರ ಮೇಲೆ ಹಲ್ಲೆ ನಡೆಸಿದ್ದಾನೆ. ಈ ಘಟನೆ ಪರೀಕ್ಷಾ ಸಭಾಂಗಣದ ಸಿಸಿಟಿವಿ ಕ್ಯಾಮೆರಾದಲ್ಲಿ ಸೆರೆಯಾಗಿದೆ ಎಂದು ವರದಿಯಾಗಿದೆ. ಹಲ್ಲೆ ನಡೆಯುತ್ತಿರುವಾಗ, ಇತರ ವಿದ್ಯಾರ್ಥಿಗಳು ಮಧ್ಯಪ್ರವೇಶಿಸಿ ಪರಿಸ್ಥಿತಿಯನ್ನು ನಿಯಂತ್ರಿಸಿದ್ದಾರೆ. ಅದರ ನಂತರ, ಆರೋಪಿ ವಿದ್ಯಾರ್ಥಿ ಪರೀಕ್ಷಾ ಕೇಂದ್ರದಿಂದ ಹೊರಬಂದಿದ್ದಾನೆ. ಕಾಲೇಜು ಆಡಳಿತವು ಘಟನೆಯನ್ನು ವಿದ್ಯಾರ್ಥಿಯ ಪೋಷಕರ ಗಮನಕ್ಕೆ ತಂದಿದ್ದು, ಶಿಸ್ತಿನ ಕ್ರಮವಾಗಿ ಮುಂದಿನ ಪರೀಕ್ಷೆಗೆ ಹಾಜರಾಗಲು ಅವಕಾಶ ನೀಡದಿರಲು ನಿರ್ಧರಿಸಿದೆ ಎಂದು ಮೂಲಗಳು ತಿಳಿಸಿವೆ. ದಾಳಿಗೊಳಗಾದ ಸಹಾಯಕ ಪ್ರಾಧ್ಯಾಪಕರು ಇನ್ನೂ ಪೊಲೀಸ್ ಠಾಣೆಗೆ ಯಾವುದೇ ಅಧಿಕೃತ ದೂರು ದಾಖಲಿಸಿಲ್ಲ ಎಂದು ತಿಳಿದುಬಂದಿದೆ. ಕಾಲೇಜು ಆಡಳಿತವು ಘಟನೆಯ ಬಗ್ಗೆ ಹೆಚ್ಚಿನ ತನಿಖೆ ನಡೆಸಿ ಶಿಸ್ತು ಕ್ರಮಗಳ ಕುರಿತು ಮುಂದಿನ ಕ್ರಮಗಳನ್ನು ತೆಗೆದುಕೊಳ್ಳುತ್ತದೆ. <box>586 747 945 1210</box>
headline-line: ರೀಲ್ಸ್ ಹಾವಳಿ ಮುಜರಾಯಿ ದೇವಾಲಯಗಳಲ್ಲಿ <box>523 1586 1029 1628</box>
section-rule <box>586 1217 1138 1218</box>
classroom-image <box>586 582 945 737</box>
headline-line: ಬೀದಿ ನಾಯಿಗಳ ಸಂರಕ್ಷಣೆಗೆ <box>43 1712 292 1746</box>
magenta-mark <box>1377 2336 1395 2378</box>
minister-image <box>43 1075 575 1564</box>
lightgray-mark <box>1454 2336 1472 2378</box>
section-rule <box>43 665 575 666</box>
accident-subhead: ಮಹಿಳೆ ಸಾವು: <box>1294 1794 1350 1808</box>
